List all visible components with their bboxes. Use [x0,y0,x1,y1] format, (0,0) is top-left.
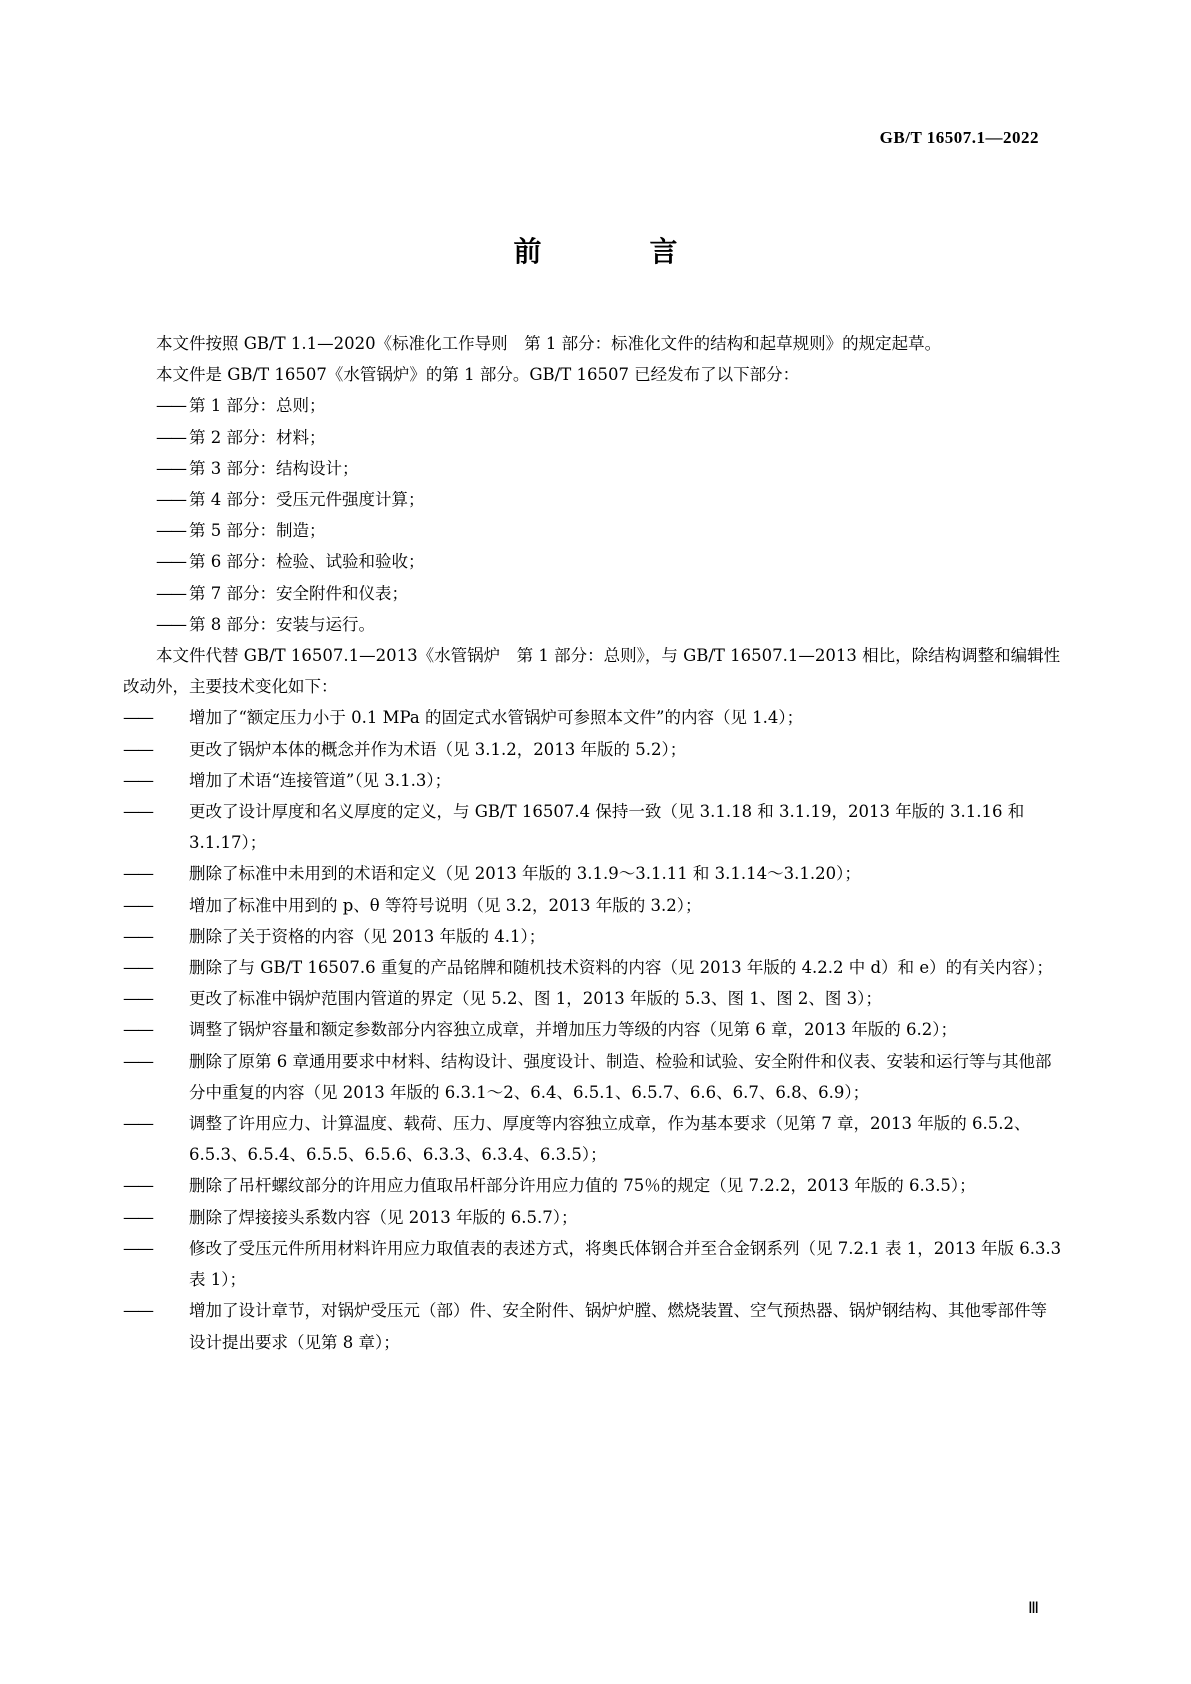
list-item: —— 第 1 部分：总则； [156,396,326,416]
list-item: —— 更改了标准中锅炉范围内管道的界定（见 5.2、图 1，2013 年版的 5.3、图 1、图 2、图 3）； [123,989,882,1009]
list-item: —— 增加了术语“连接管道”（见 3.1.3）； [123,770,452,790]
list-item: —— 删除了关于资格的内容（见 2013 年版的 4.1）； [123,926,546,946]
list-item: —— 第 6 部分：检验、试验和验收； [156,552,425,572]
list-item: —— 第 4 部分：受压元件强度计算； [156,490,425,510]
standard-number: GB/T 16507.1—2022 [879,128,1039,147]
list-item: —— 更改了锅炉本体的概念并作为术语（见 3.1.2，2013 年版的 5.2）； [123,739,687,759]
changes-list [123,702,1063,1357]
list-item: —— 第 8 部分：安装与运行。 [156,614,375,634]
page-number: Ⅲ [1027,1600,1039,1617]
page-title: 前 言 [513,235,718,268]
list-item: —— 更改了设计厚度和名义厚度的定义，与 GB/T 16507.4 保持一致（见 3.1.18 和 3.1.19，2013 年版的 3.1.16 和 3.1.17）； [123,802,1025,853]
list-item: —— 删除了标准中未用到的术语和定义（见 2013 年版的 3.1.9～3.1.11 和 3.1.14～3.1.20）； [123,864,861,884]
parts-list [123,390,1063,640]
list-item: —— 调整了许用应力、计算温度、载荷、压力、厚度等内容独立成章，作为基本要求（见第 7 章，2013 年版的 6.5.2、6.5.3、6.5.4、6.5.5、6.5.6、6.3.3、6.3.4、6.3.5）； [123,1114,1031,1165]
list-item: —— 第 2 部分：材料； [156,427,326,447]
list-item: —— 修改了受压元件所用材料许用应力取值表的表述方式，将奥氏体钢合并至合金钢系列（见 7.2.1 表 1，2013 年版 6.3.3 表 1）； [123,1238,1062,1290]
list-item: —— 第 5 部分：制造； [156,521,326,541]
list-item: —— 删除了原第 6 章通用要求中材料、结构设计、强度设计、制造、检验和试验、安全附件和仪表、安装和运行等与其他部分中重复的内容（见 2013 年版的 6.3.1～2、6.4、6.5.1、6.5.7、6.6、6.7、6.8、6.9）； [123,1051,1052,1102]
list-item: —— 增加了标准中用到的 p、θ 等符号说明（见 3.2，2013 年版的 3.2）； [123,895,702,915]
list-item: —— 删除了与 GB/T 16507.6 重复的产品铭牌和随机技术资料的内容（见 2013 年版的 4.2.2 中 d）和 e）的有关内容）； [123,958,1053,978]
list-item: —— 增加了设计章节，对锅炉受压元（部）件、安全附件、锅炉炉膛、燃烧装置、空气预热器、锅炉钢结构、其他零部件等设计提出要求（见第 8 章）； [123,1301,1047,1352]
paragraph-replacement-note: 本文件代替 GB/T 16507.1—2013《水管锅炉 第 1 部分：总则》，与 GB/T 16507.1—2013 相比，除结构调整和编辑性改动外，主要技术变化如下： [123,646,1061,697]
list-item: —— 删除了焊接接头系数内容（见 2013 年版的 6.5.7）； [123,1207,578,1227]
list-item: —— 增加了“额定压力小于 0.1 MPa 的固定式水管锅炉可参照本文件”的内容（见 1.4）； [123,708,804,728]
paragraph-series-intro: 本文件是 GB/T 16507《水管锅炉》的第 1 部分。GB/T 16507 已经发布了以下部分： [156,365,800,385]
list-item: —— 第 3 部分：结构设计； [156,458,359,478]
paragraph-drafting-rules: 本文件按照 GB/T 1.1—2020《标准化工作导则 第 1 部分：标准化文件的结构和起草规则》的规定起草。 [156,334,942,353]
list-item: —— 调整了锅炉容量和额定参数部分内容独立成章，并增加压力等级的内容（见第 6 章，2013 年版的 6.2）； [123,1020,957,1040]
document-body [123,328,1063,1358]
list-item: —— 删除了吊杆螺纹部分的许用应力值取吊杆部分许用应力值的 75％的规定（见 7.2.2，2013 年版的 6.3.5）； [123,1176,976,1196]
list-item: —— 第 7 部分：安全附件和仪表； [156,583,408,603]
